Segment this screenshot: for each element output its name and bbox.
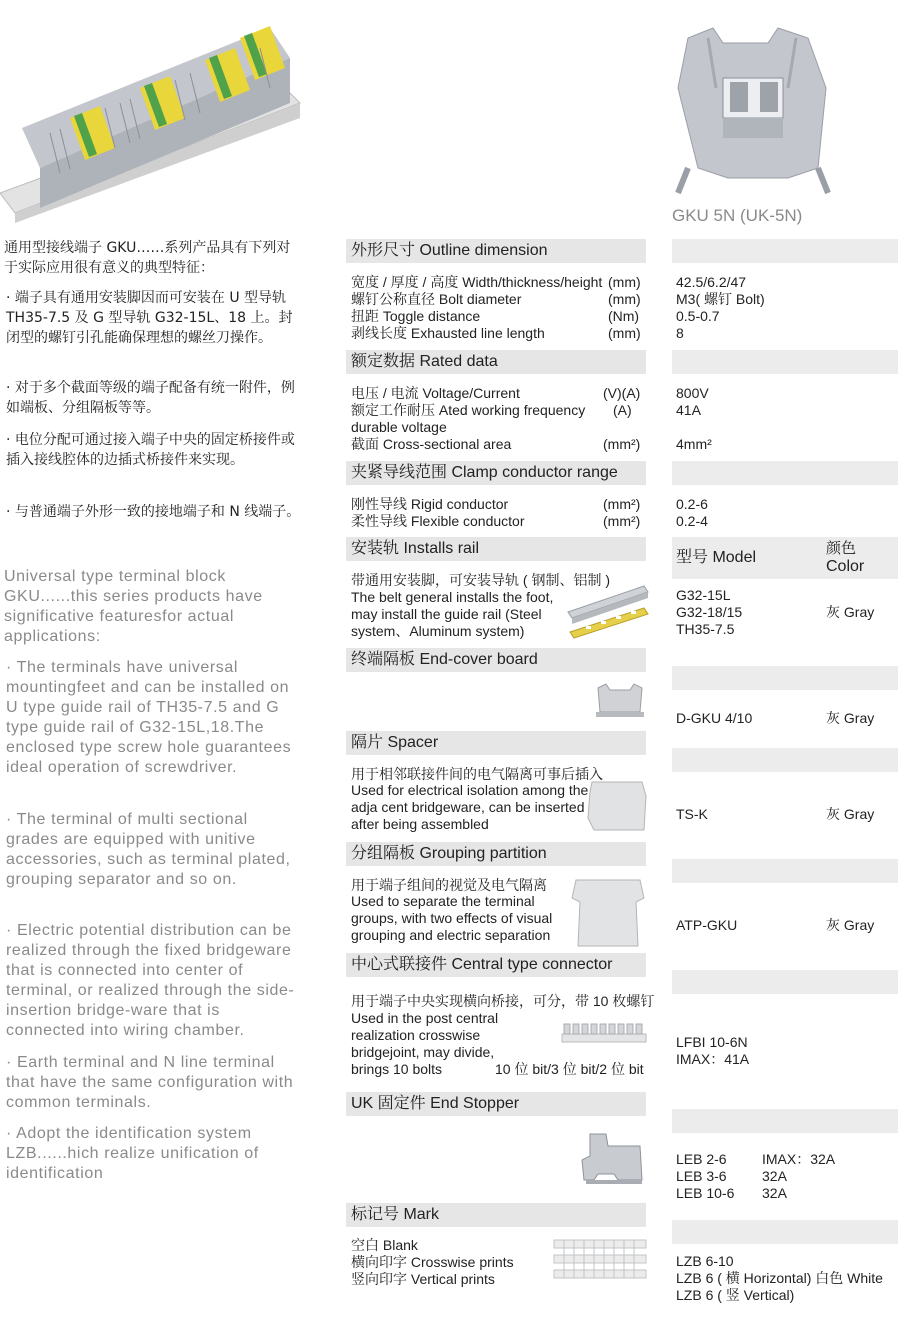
feature-cn-1: · 端子具有通用安装脚因而可安装在 U 型导轨 TH35-7.5 及 G 型导轨 G32-15L、18 上。封闭型的螺钉引孔能确保理想的螺丝刀操作。 [6, 290, 293, 346]
grouping-value-bar [672, 859, 898, 883]
outline-value-bar [672, 239, 898, 263]
outline-value: M3( 螺钉 Bolt) [676, 291, 765, 307]
rail-model-3: TH35-7.5 [676, 621, 735, 637]
rated-frequency-label-2: durable voltage [351, 419, 447, 435]
spacer-desc-en: Used for electrical isolation among the adja cent bridgeware, can be inserted after being assembled [351, 782, 589, 832]
stopper-imax: 32A [762, 1168, 787, 1184]
spacer-header: 隔片 Spacer [346, 731, 646, 755]
rated-header: 额定数据 Rated data [346, 350, 646, 374]
outline-label: 剥线长度 Exhausted line length [351, 325, 545, 341]
mark-item: 横向印字 Crosswise prints [351, 1254, 514, 1270]
rail-desc-cn: 带通用安装脚，可安装导轨 ( 钢制、铝制 ) [351, 572, 610, 588]
intro-en: Universal type terminal block GKU......this series products have significative featuresfor actual applications: [4, 568, 263, 645]
feature-en-3: · Electric potential distribution can be realized through the fixed bridgeware that is connected into center of terminal, or realized through the side-insertion bridge-ware that is connected into wiring chamber. [6, 922, 295, 1039]
spacer-color: 灰 Gray [826, 806, 875, 822]
outline-unit: (mm) [608, 325, 641, 341]
stopper-imax: 32A [762, 1185, 787, 1201]
endcover-header: 终端隔板 End-cover board [346, 648, 646, 672]
stopper-model: LEB 2-6 [676, 1151, 727, 1167]
endcover-value-bar [672, 666, 898, 690]
clamp-flexible-unit: (mm²) [603, 513, 641, 529]
outline-unit: (Nm) [608, 308, 640, 324]
rated-section-label: 截面 Cross-sectional area [351, 436, 512, 452]
color-header-cn: 颜色 [826, 540, 857, 557]
endcover-model: D-GKU 4/10 [676, 710, 753, 726]
rated-voltage-value: 800V [676, 385, 709, 401]
product-title: GKU 5N (UK-5N) [672, 206, 803, 225]
clamp-rigid-unit: (mm²) [603, 496, 641, 512]
grouping-header: 分组隔板 Grouping partition [346, 842, 646, 866]
outline-unit: (mm) [608, 274, 641, 290]
rated-section-value: 4mm² [676, 436, 712, 452]
grouping-model: ATP-GKU [676, 917, 738, 933]
rated-frequency-label: 额定工作耐压 Ated working frequency [351, 402, 586, 418]
rated-frequency-unit: (A) [613, 402, 632, 418]
end-cover-image [594, 680, 646, 720]
connector-header: 中心式联接件 Central type connector [346, 953, 646, 977]
rail-model-2: G32-18/15 [676, 604, 743, 620]
grouping-desc-en: Used to separate the terminal groups, with two effects of visual grouping and electric separation [351, 893, 553, 943]
feature-en-1: · The terminals have universal mountingfeet and can be installed on U type guide rail of TH35-7.5 and G type guide rail of G32-15L,18.The enclosed type screw hole guarantees ideal operation of screwdriver. [6, 659, 292, 776]
connector-bits: 10 位 bit/3 位 bit/2 位 bit [495, 1061, 644, 1077]
feature-cn-4: · 与普通端子外形一致的接地端子和 N 线端子。 [6, 504, 301, 520]
marker-strips-image [552, 1238, 648, 1282]
terminal-assembly-photo [0, 8, 310, 223]
spacer-value-bar [672, 748, 898, 772]
rail-header: 安装轨 Installs rail [346, 537, 646, 561]
feature-en-5: · Adopt the identification system LZB......hich realize unification of identification [6, 1125, 259, 1182]
clamp-flexible-label: 柔性导线 Flexible conductor [351, 513, 525, 529]
connector-image [560, 1020, 648, 1048]
feature-cn-2: · 对于多个截面等级的端子配备有统一附件，例如端板、分组隔板等等。 [6, 380, 295, 416]
feature-en-2: · The terminal of multi sectional grades are equipped with unitive accessories, such as terminal plated, grouping separator and so on. [6, 811, 291, 888]
mark-model: LZB 6-10 [676, 1253, 734, 1269]
connector-model: LFBI 10-6N [676, 1034, 748, 1050]
mark-model: LZB 6 ( 竖 Vertical) [676, 1287, 795, 1303]
stopper-header: UK 固定件 End Stopper [346, 1092, 646, 1116]
outline-value: 0.5-0.7 [676, 308, 720, 324]
end-stopper-image [578, 1130, 646, 1186]
rated-voltage-label: 电压 / 电流 Voltage/Current [351, 385, 520, 401]
clamp-header: 夹紧导线范围 Clamp conductor range [346, 461, 646, 485]
stopper-model: LEB 10-6 [676, 1185, 735, 1201]
stopper-imax: IMAX：32A [762, 1151, 836, 1167]
outline-label: 宽度 / 厚度 / 高度 Width/thickness/height [351, 274, 603, 290]
rail-model-1: G32-15L [676, 587, 731, 603]
endcover-color: 灰 Gray [826, 710, 875, 726]
mark-value-bar [672, 1220, 898, 1244]
mark-header: 标记号 Mark [346, 1203, 646, 1227]
rated-voltage-unit: (V)(A) [603, 385, 641, 401]
spacer-image [586, 778, 648, 834]
mark-item: 竖向印字 Vertical prints [351, 1271, 495, 1287]
connector-desc-cn: 用于端子中央实现横向桥接，可分，带 10 枚螺钉 [351, 993, 655, 1009]
connector-value-bar [672, 970, 898, 994]
clamp-flexible-value: 0.2-4 [676, 513, 708, 529]
connector-desc-en: Used in the post central realization crosswise bridgejoint, may divide, brings 10 bolts [351, 1010, 499, 1077]
rated-section-unit: (mm²) [603, 436, 641, 452]
outline-label: 扭距 Toggle distance [351, 308, 481, 324]
outline-unit: (mm) [608, 291, 641, 307]
feature-en-4: · Earth terminal and N line terminal that have the same configuration with common terminals. [6, 1054, 294, 1111]
guide-rail-image [566, 582, 650, 640]
rail-color: 灰 Gray [826, 604, 875, 620]
rated-value-bar [672, 350, 898, 374]
stopper-model: LEB 3-6 [676, 1168, 727, 1184]
rail-desc-en: The belt general installs the foot, may install the guide rail (Steel system、Aluminum system) [351, 589, 554, 639]
feature-cn-3: · 电位分配可通过接入端子中央的固定桥接件或插入接线腔体的边插式桥接件来实现。 [6, 432, 295, 468]
spacer-desc-cn: 用于相邻联接件间的电气隔离可事后插入 [351, 766, 603, 782]
mark-item: 空白 Blank [351, 1237, 418, 1253]
stopper-value-bar [672, 1109, 898, 1133]
clamp-rigid-label: 刚性导线 Rigid conductor [351, 496, 509, 512]
outline-label: 螺钉公称直径 Bolt diameter [351, 291, 522, 307]
spacer-model: TS-K [676, 806, 708, 822]
mark-model: LZB 6 ( 横 Horizontal) 白色 White [676, 1270, 883, 1286]
outline-header: 外形尺寸 Outline dimension [346, 239, 646, 263]
grouping-desc-cn: 用于端子组间的视觉及电气隔离 [351, 877, 547, 893]
grouping-partition-image [568, 876, 648, 948]
color-header-en: Color [826, 558, 865, 575]
outline-value: 42.5/6.2/47 [676, 274, 747, 290]
intro-cn: 通用型接线端子 GKU……系列产品具有下列对于实际应用很有意义的典型特征： [4, 240, 291, 276]
model-header: 型号 Model [676, 549, 757, 566]
rated-frequency-value: 41A [676, 402, 701, 418]
gku-5n-terminal-photo [668, 18, 838, 198]
clamp-value-bar [672, 461, 898, 485]
connector-imax: IMAX：41A [676, 1051, 750, 1067]
clamp-rigid-value: 0.2-6 [676, 496, 708, 512]
grouping-color: 灰 Gray [826, 917, 875, 933]
outline-value: 8 [676, 325, 684, 341]
